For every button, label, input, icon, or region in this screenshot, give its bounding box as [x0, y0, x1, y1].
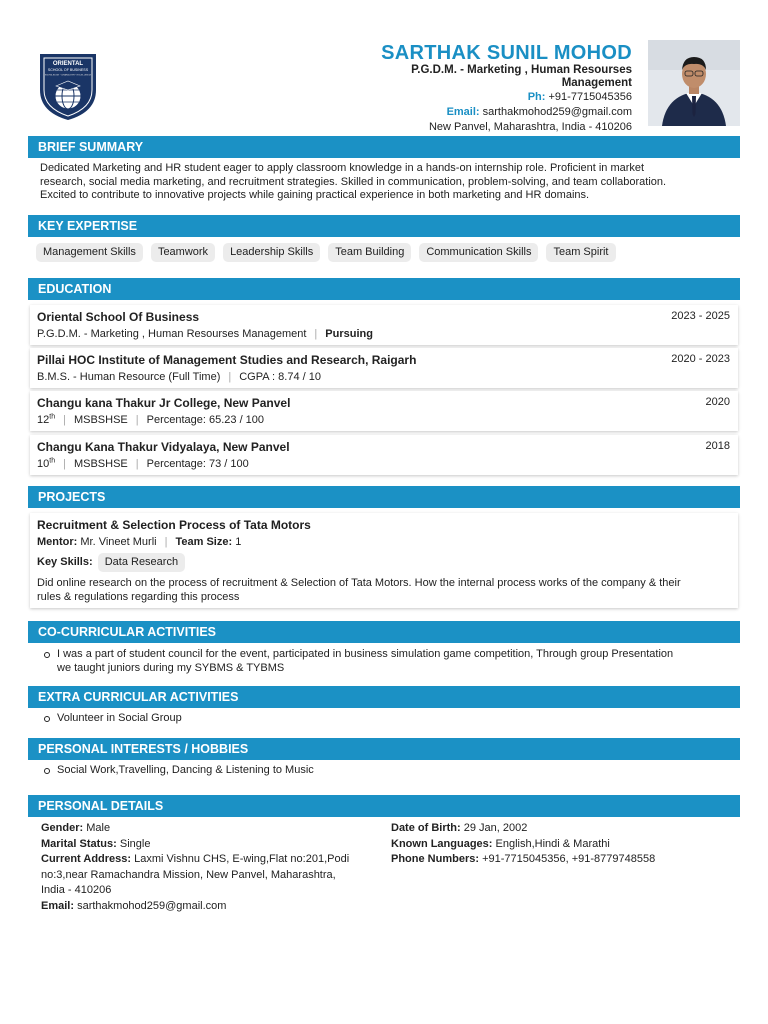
section-extra-curricular: EXTRA CURRICULAR ACTIVITIES — [28, 686, 740, 708]
section-key-expertise: KEY EXPERTISE — [28, 215, 740, 237]
school-name: Changu Kana Thakur Vidyalaya, New Panvel — [37, 440, 290, 454]
project-skills — [37, 553, 185, 572]
board: MSBSHSE — [73, 458, 128, 470]
board: MSBSHSE — [73, 414, 128, 426]
address-line: New Panvel, Maharashtra, India - 410206 — [428, 121, 632, 133]
address-value-cont: no:3,near Ramachandra Mission, New Panvel, Maharashtra, — [41, 868, 336, 881]
address-label: Current Address: — [41, 853, 132, 865]
education-entry — [30, 305, 738, 345]
expertise-chip: Communication Skills — [419, 243, 538, 262]
grade: Percentage: 73 / 100 — [146, 458, 249, 470]
education-years: 2023 - 2025 — [671, 310, 730, 322]
education-details: B.M.S. - Human Resource (Full Time) | CGPA : 8.74 / 10 — [37, 371, 321, 383]
phones-value: +91-7715045356, +91-8779748558 — [482, 853, 656, 865]
education-entry — [30, 435, 738, 475]
expertise-chip: Leadership Skills — [223, 243, 320, 262]
resume-header — [28, 38, 740, 133]
languages-value: English,Hindi & Marathi — [495, 837, 610, 850]
email-row — [41, 899, 381, 915]
expertise-chip: Team Spirit — [546, 243, 615, 262]
course: 12 — [37, 414, 50, 426]
key-skills-label: Key Skills: — [37, 556, 93, 568]
phones-row — [391, 852, 731, 868]
languages-label: Known Languages: — [391, 837, 493, 850]
expertise-list — [36, 243, 616, 262]
team-size-label: Team Size: — [175, 536, 233, 548]
dob-label: Date of Birth: — [391, 822, 461, 834]
marital-value: Single — [119, 837, 151, 850]
school-name: Oriental School Of Business — [37, 310, 200, 324]
section-projects: PROJECTS — [28, 486, 740, 508]
expertise-chip: Management Skills — [36, 243, 143, 262]
marital-label: Marital Status: — [41, 837, 117, 850]
education-details: 10th | MSBSHSE | Percentage: 73 / 100 — [37, 457, 249, 470]
project-title: Recruitment & Selection Process of Tata Motors — [37, 518, 311, 532]
project-desc-line: Did online research on the process of recruitment & Selection of Tata Motors. How the internal process works of the company & their — [37, 577, 681, 589]
expertise-chip: Teamwork — [151, 243, 215, 262]
section-personal-details: PERSONAL DETAILS — [28, 795, 740, 817]
address-value: Laxmi Vishnu CHS, E-wing,Flat no:201,Podi — [134, 853, 350, 865]
project-description — [37, 577, 727, 604]
section-brief-summary: BRIEF SUMMARY — [28, 136, 740, 158]
school-logo — [36, 50, 100, 122]
svg-text:KNOWLEDGE • CHARACTER • EXCELL: KNOWLEDGE • CHARACTER • EXCELLENCE — [44, 74, 92, 77]
candidate-name: SARTHAK SUNIL MOHOD — [381, 42, 632, 64]
school-name: Pillai HOC Institute of Management Studies and Research, Raigarh — [37, 353, 417, 367]
summary-line: Dedicated Marketing and HR student eager to apply classroom knowledge in a hands-on internship role. Proficient in market — [40, 162, 645, 174]
section-education: EDUCATION — [28, 278, 740, 300]
summary-text — [40, 162, 730, 203]
address-row — [41, 852, 381, 868]
grade: Percentage: 65.23 / 100 — [146, 414, 265, 426]
expertise-chip: Team Building — [328, 243, 411, 262]
profile-photo — [648, 40, 740, 126]
svg-text:ORIENTAL: ORIENTAL — [52, 61, 84, 67]
address-value-cont: India - 410206 — [41, 884, 112, 896]
co-curricular-item — [44, 648, 724, 675]
project-desc-line: rules & regulations regarding this process — [37, 590, 240, 603]
gender-row — [41, 821, 381, 837]
course-suffix: th — [49, 457, 56, 465]
summary-line: Excited to contribute to innovative projects while gaining practical experience in both marketing and HR domains. — [40, 189, 590, 201]
summary-line: research, social media marketing, and recruitment strategies. Skilled in communication, problem-solving, and team collaboration. — [40, 175, 667, 188]
education-entry — [30, 391, 738, 431]
education-details: P.G.D.M. - Marketing , Human Resourses Management | Pursuing — [37, 328, 373, 340]
project-entry — [30, 513, 738, 608]
mentor-name: Mr. Vineet Murli — [80, 536, 157, 548]
gender-value: Male — [86, 822, 111, 834]
co-curricular-line: I was a part of student council for the event, participated in business simulation game competition, Through group Presentation — [57, 648, 674, 660]
personal-email-label: Email: — [41, 899, 75, 912]
education-details: 12th | MSBSHSE | Percentage: 65.23 / 100 — [37, 413, 265, 426]
languages-row — [391, 837, 731, 853]
email-value: sarthakmohod259@gmail.com — [482, 106, 632, 118]
marital-row — [41, 837, 381, 853]
education-years: 2018 — [705, 440, 730, 452]
course: 10 — [37, 458, 50, 470]
degree-line-2: Management — [561, 77, 632, 89]
personal-details-left — [41, 821, 381, 914]
header-text — [212, 42, 632, 135]
education-years: 2020 - 2023 — [671, 353, 730, 365]
gender-label: Gender: — [41, 822, 84, 834]
section-co-curricular: CO-CURRICULAR ACTIVITIES — [28, 621, 740, 643]
status: Pursuing — [325, 328, 373, 340]
phone-line — [212, 90, 632, 105]
dob-value: 29 Jan, 2002 — [463, 822, 528, 834]
email-line — [212, 105, 632, 120]
svg-text:SCHOOL OF BUSINESS: SCHOOL OF BUSINESS — [47, 68, 89, 72]
mentor-label: Mentor: — [37, 536, 78, 548]
course: P.G.D.M. - Marketing , Human Resourses Management — [37, 328, 307, 340]
course: B.M.S. - Human Resource (Full Time) — [37, 371, 221, 383]
interest-item: Social Work,Travelling, Dancing & Listening to Music — [44, 764, 724, 778]
project-meta: Mentor: Mr. Vineet Murli | Team Size: 1 — [37, 536, 242, 548]
skill-chip: Data Research — [98, 553, 185, 572]
education-entry — [30, 348, 738, 388]
personal-email-value: sarthakmohod259@gmail.com — [77, 899, 227, 912]
extra-curricular-item: Volunteer in Social Group — [44, 712, 724, 726]
grade: CGPA : 8.74 / 10 — [239, 371, 321, 383]
section-interests: PERSONAL INTERESTS / HOBBIES — [28, 738, 740, 760]
phones-label: Phone Numbers: — [391, 853, 480, 865]
team-size: 1 — [235, 536, 242, 548]
degree-line-1: P.G.D.M. - Marketing , Human Resourses — [411, 64, 632, 76]
personal-details-right — [391, 821, 731, 868]
phone-label: Ph: — [527, 91, 546, 103]
phone-value: +91-7715045356 — [548, 91, 632, 103]
email-label: Email: — [446, 106, 480, 118]
education-years: 2020 — [705, 396, 730, 408]
school-name: Changu kana Thakur Jr College, New Panvel — [37, 396, 291, 410]
co-curricular-line: we taught juniors during my SYBMS & TYBMS — [57, 661, 285, 674]
dob-row — [391, 821, 731, 837]
course-suffix: th — [49, 413, 56, 421]
